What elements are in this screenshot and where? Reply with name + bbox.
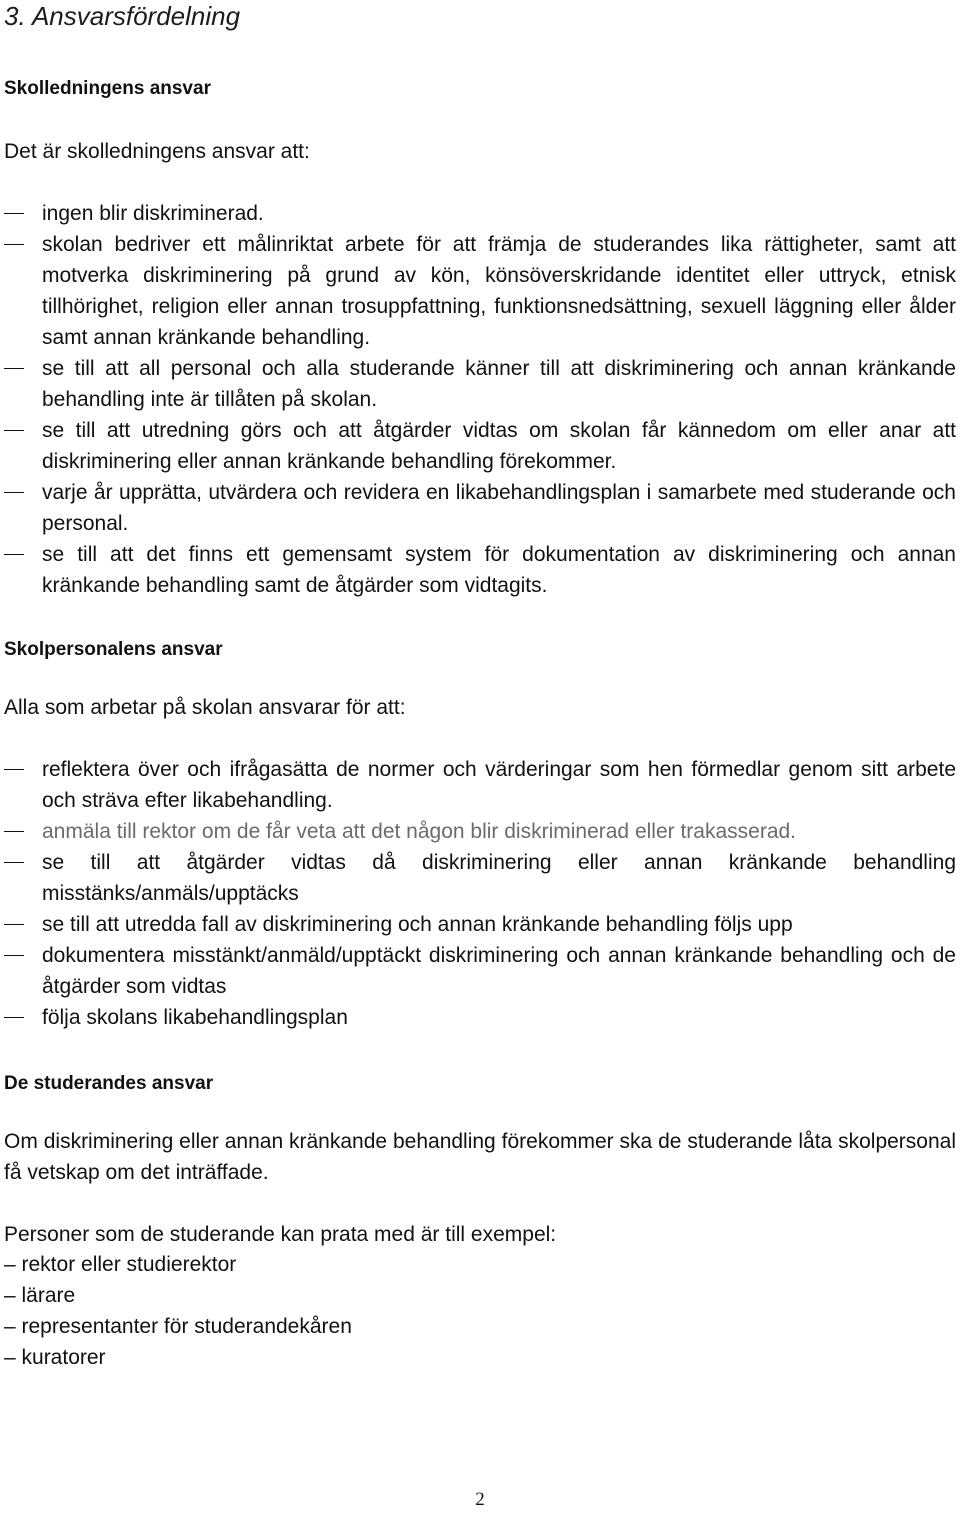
list-item: varje år upprätta, utvärdera och revidera en likabehandlingsplan i samarbete med studerande och personal. — [4, 477, 956, 539]
intro-skolledningen: Det är skolledningens ansvar att: — [4, 140, 310, 163]
intro-studerande: Personer som de studerande kan prata med är till exempel: — [4, 1223, 557, 1246]
list-skolpersonal — [4, 754, 956, 1033]
list-item: se till att det finns ett gemensamt system för dokumentation av diskriminering och annan kränkande behandling samt de åtgärder som vidtagits. — [4, 539, 956, 601]
list-item: – rektor eller studierektor — [4, 1253, 237, 1276]
list-item: se till att åtgärder vidtas då diskriminering eller annan kränkande behandling misstänks/anmäls/upptäcks — [4, 847, 956, 909]
list-item: skolan bedriver ett målinriktat arbete för att främja de studerandes lika rättigheter, samt att motverka diskriminering på grund av kön, könsöverskridande identitet eller uttryck, etnisk tillhörighet, religion eller annan trosuppfattning, funktionsnedsättning, sexuell läggning eller ålder samt annan kränkande behandling. — [4, 229, 956, 353]
list-item: se till att all personal och alla studerande känner till att diskriminering och annan kränkande behandling inte är tillåten på skolan. — [4, 353, 956, 415]
list-item: anmäla till rektor om de får veta att det någon blir diskriminerad eller trakasserad. — [4, 816, 956, 847]
section-title: 3. Ansvarsfördelning — [4, 1, 241, 31]
intro-skolpersonal: Alla som arbetar på skolan ansvarar för att: — [4, 696, 406, 719]
list-item: se till att utredda fall av diskriminering och annan kränkande behandling följs upp — [4, 909, 956, 940]
list-item: reflektera över och ifrågasätta de normer och värderingar som hen förmedlar genom sitt arbete och sträva efter likabehandling. — [4, 754, 956, 816]
list-item: följa skolans likabehandlingsplan — [4, 1002, 956, 1033]
list-kontaktpersoner — [4, 1249, 352, 1373]
list-item: – lärare — [4, 1284, 76, 1307]
paragraph-studerande: Om diskriminering eller annan kränkande behandling förekommer ska de studerande låta skolpersonal få vetskap om det inträffade. — [4, 1130, 956, 1184]
heading-de-studerandes-ansvar: De studerandes ansvar — [4, 1073, 214, 1094]
page-number: 2 — [475, 1489, 485, 1510]
list-item: – kuratorer — [4, 1346, 106, 1369]
list-item: dokumentera misstänkt/anmäld/upptäckt diskriminering och annan kränkande behandling och de åtgärder som vidtas — [4, 940, 956, 1002]
list-item: ingen blir diskriminerad. — [4, 198, 956, 229]
heading-skolpersonalens-ansvar: Skolpersonalens ansvar — [4, 639, 223, 660]
heading-skolledningens-ansvar: Skolledningens ansvar — [4, 78, 211, 99]
list-skolledningen — [4, 198, 956, 601]
list-item: – representanter för studerandekåren — [4, 1315, 352, 1338]
list-item: se till att utredning görs och att åtgärder vidtas om skolan får kännedom om eller anar att diskriminering eller annan kränkande behandling förekommer. — [4, 415, 956, 477]
